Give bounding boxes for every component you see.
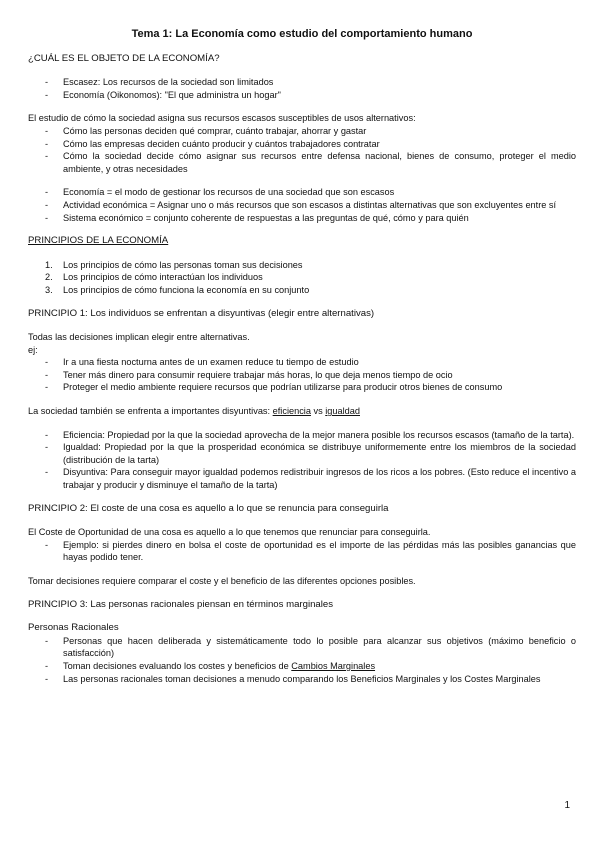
principle-1-examples — [28, 356, 576, 394]
principle-2-example — [28, 539, 576, 564]
page-number: 1 — [564, 800, 570, 811]
section-heading-objeto: ¿CUÁL ES EL OBJETO DE LA ECONOMÍA? — [28, 52, 220, 64]
list-item: - Eficiencia: Propiedad por la que la sociedad aprovecha de la mejor manera posible los recursos escasos (tamaño de la tarta). — [28, 429, 576, 442]
list-item: - Ir a una fiesta nocturna antes de un examen reduce tu tiempo de estudio — [28, 356, 576, 369]
list-item: - Disyuntiva: Para conseguir mayor igualdad podemos redistribuir ingresos de los ricos a los pobres. (Esto reduce el incentivo a trabajar y producir y disminuye el tamaño de la tarta) — [28, 466, 576, 491]
principle-2-intro: El Coste de Oportunidad de una cosa es aquello a lo que tenemos que renunciar para conseguirla. — [28, 527, 431, 538]
list-item: 2. Los principios de cómo interactúan los individuos — [45, 272, 263, 283]
igualdad-term: igualdad — [325, 406, 360, 417]
list-item: - Toman decisiones evaluando los costes y beneficios de Cambios Marginales — [28, 660, 576, 673]
principle-2-conclusion: Tomar decisiones requiere comparar el coste y el beneficio de las diferentes opciones posibles. — [28, 576, 416, 586]
section-heading-principios: PRINCIPIOS DE LA ECONOMÍA — [28, 235, 169, 247]
list-item: - Escasez: Los recursos de la sociedad son limitados — [28, 76, 576, 89]
document-page — [28, 28, 576, 685]
principle-1-heading: PRINCIPIO 1: Los individuos se enfrentan a disyuntivas (elegir entre alternativas) — [28, 307, 375, 319]
principle-3-list — [28, 635, 576, 685]
document-title: Tema 1: La Economía como estudio del comportamiento humano — [131, 28, 473, 40]
objeto-list — [28, 76, 576, 101]
list-item: - Economía (Oikonomos): "El que administra un hogar" — [28, 89, 576, 102]
list-item: - Personas que hacen deliberada y sistemáticamente todo lo posible para alcanzar sus objetivos (máximo beneficio o satisfacción) — [28, 635, 576, 660]
list-item: - Ejemplo: si pierdes dinero en bolsa el coste de oportunidad es el importe de las pérdidas más las posibles ganancias que hayas podido tener. — [28, 539, 576, 564]
principle-3-heading: PRINCIPIO 3: Las personas racionales piensan en términos marginales — [28, 598, 334, 610]
principios-list — [28, 259, 576, 297]
list-item: - Igualdad: Propiedad por la que la prosperidad económica se distribuye uniformemente entre los miembros de la sociedad (distribución de la tarta) — [28, 441, 576, 466]
principle-1-intro: Todas las decisiones implican elegir entre alternativas. — [28, 332, 250, 343]
definitions-list — [28, 186, 576, 224]
list-item: - Economía = el modo de gestionar los recursos de una sociedad que son escasos — [28, 186, 576, 199]
list-item: 1. Los principios de cómo las personas toman sus decisiones — [45, 259, 303, 270]
principle-3-subheading: Personas Racionales — [28, 622, 119, 634]
eficiencia-term: eficiencia — [272, 406, 311, 417]
list-item: - Proteger el medio ambiente requiere recursos que podrían utilizarse para producir otros bienes de consumo — [28, 381, 576, 394]
tradeoff-definitions — [28, 429, 576, 492]
list-item: - Tener más dinero para consumir requiere trabajar más horas, lo que deja menos tiempo de ocio — [28, 369, 576, 382]
list-item: - Sistema económico = conjunto coherente de respuestas a las preguntas de qué, cómo y para quién — [28, 212, 576, 225]
list-item: - Las personas racionales toman decisiones a menudo comparando los Beneficios Marginales y los Costes Marginales — [28, 673, 576, 686]
study-list — [28, 125, 576, 175]
list-item: - Actividad económica = Asignar uno o más recursos que son escasos a distintas alternativas que son excluyentes entre sí — [28, 199, 576, 212]
list-item: - Cómo la sociedad decide cómo asignar sus recursos entre defensa nacional, bienes de consumo, proteger el medio ambiente, y otras necesidades — [28, 150, 576, 175]
list-item: - Cómo las personas deciden qué comprar, cuánto trabajar, ahorrar y gastar — [28, 125, 576, 138]
cambios-marginales-term: Cambios Marginales — [291, 660, 376, 671]
study-intro: El estudio de cómo la sociedad asigna sus recursos escasos susceptibles de usos alternativos: — [28, 113, 416, 124]
list-item: 3. Los principios de cómo funciona la economía en su conjunto — [45, 284, 310, 295]
tradeoff-sentence: La sociedad también se enfrenta a importantes disyuntivas: eficiencia vs igualdad — [28, 406, 360, 417]
list-item: - Cómo las empresas deciden cuánto producir y cuántos trabajadores contratar — [28, 138, 576, 151]
principle-2-heading: PRINCIPIO 2: El coste de una cosa es aquello a lo que se renuncia para conseguirla — [28, 502, 389, 514]
example-label: ej: — [28, 344, 38, 355]
